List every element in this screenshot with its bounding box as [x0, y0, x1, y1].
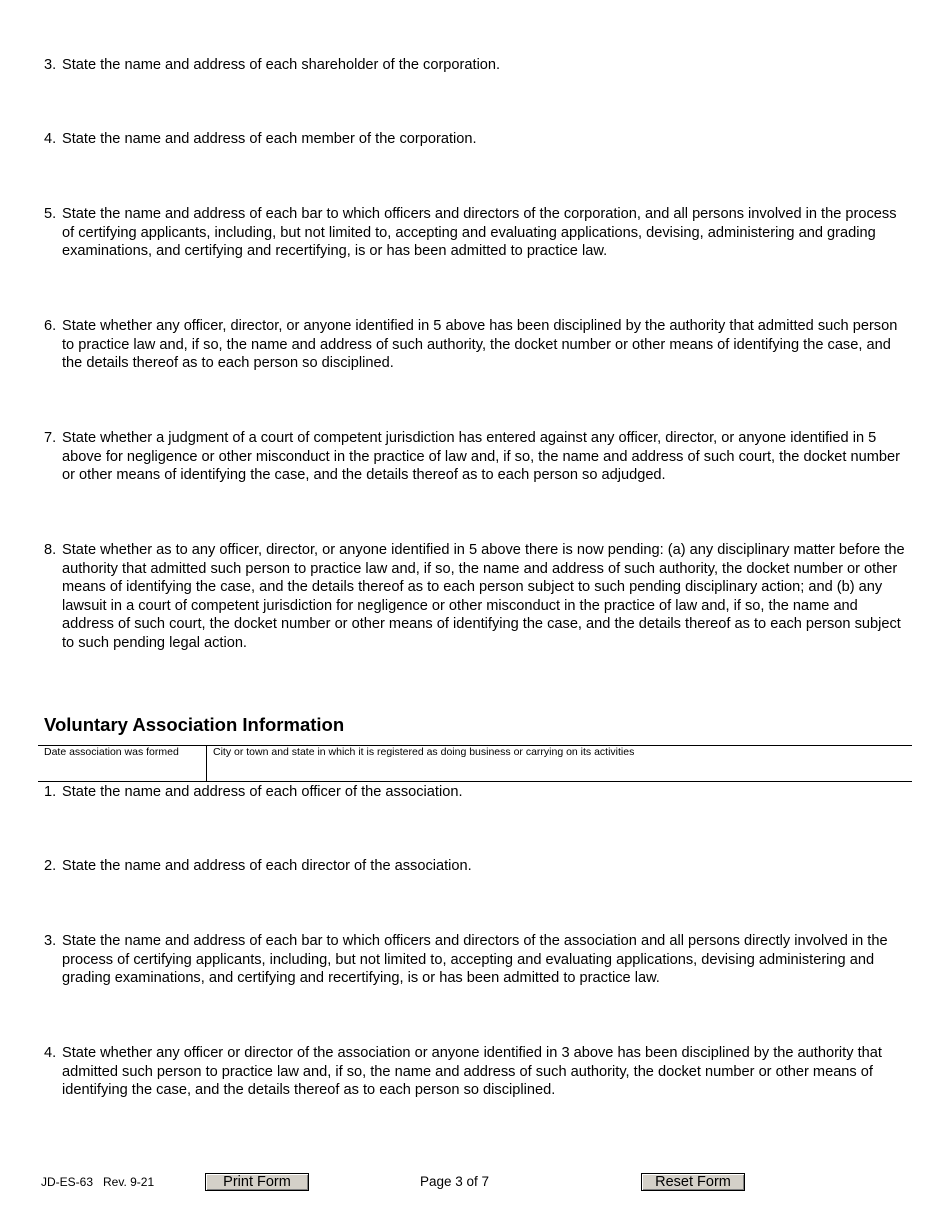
corp-question-5 [44, 205, 910, 261]
page-number: Page 3 of 7 [420, 1174, 490, 1189]
question-number: 3. [44, 57, 57, 73]
date-formed-field[interactable] [38, 746, 206, 781]
association-info-table [38, 745, 912, 782]
city-state-field[interactable] [206, 746, 912, 781]
corp-question-8 [44, 541, 910, 653]
question-text: State the name and address of each officer of the association. [62, 784, 463, 800]
question-number: 3. [44, 933, 57, 949]
corp-question-4 [44, 130, 910, 149]
question-text: State the name and address of each director of the association. [62, 858, 472, 874]
question-text: State whether any officer, director, or anyone identified in 5 above has been disciplined by the authority that admitted such person to practice law and, if so, the name and address of such authority, the docket number or other means of identifying the case, and the details thereof as to each person so disciplined. [62, 318, 898, 372]
form-code: JD-ES-63 Rev. 9-21 [41, 1175, 155, 1189]
reset-form-button[interactable]: Reset Form [641, 1173, 745, 1191]
assoc-question-2 [44, 857, 910, 876]
question-text: State whether a judgment of a court of competent jurisdiction has entered against any officer, director, or anyone identified in 5 above for negligence or other misconduct in the practice of law and, if so, the name and address of such court, the docket number or other means of identifying the case, and the details thereof as to each person so adjudged. [62, 430, 901, 484]
city-state-label: City or town and state in which it is registered as doing business or carrying on its activities [213, 746, 635, 758]
question-number: 8. [44, 542, 57, 558]
question-text: State whether any officer or director of the association or anyone identified in 3 above has been disciplined by the authority that admitted such person to practice law and, if so, the name and address of such authority, the docket number or other means of identifying the case, and the details thereof as to each person so disciplined. [62, 1045, 882, 1099]
question-number: 4. [44, 1045, 57, 1061]
question-text: State the name and address of each shareholder of the corporation. [62, 57, 501, 73]
question-number: 6. [44, 318, 57, 334]
question-text: State the name and address of each bar to which officers and directors of the association and all persons directly involved in the process of certifying applicants, including, but not limited to, accepting and evaluating applications, devising administering and grading examinations, and certifying and recertifying, is or has been admitted to practice law. [62, 933, 888, 987]
assoc-question-4 [44, 1044, 910, 1100]
corp-question-6 [44, 317, 910, 373]
question-text: State the name and address of each bar to which officers and directors of the corporation, and all persons involved in the process of certifying applicants, including, but not limited to, accepting and evaluating applications, devising, administering and grading examinations, and certifying and recertifying, is or has been admitted to practice law. [62, 206, 897, 260]
corp-question-3 [44, 56, 910, 75]
question-number: 4. [44, 131, 57, 147]
question-text: State whether as to any officer, director, or anyone identified in 5 above there is now pending: (a) any disciplinary matter before the authority that admitted such person to practice law and, if so, the name and address of such authority, the docket number or other means of identifying the case, and the details thereof as to each person subject to such pending disciplinary action; and (b) any lawsuit in a court of competent jurisdiction for negligence or other misconduct in the practice of law and, if so, the name and address of such court, the docket number or other means of identifying the case, and the details thereof as to each person subject to such pending legal action. [62, 542, 905, 651]
section-heading: Voluntary Association Information [44, 714, 345, 735]
assoc-question-3 [44, 932, 910, 988]
question-number: 7. [44, 430, 57, 446]
question-number: 2. [44, 858, 57, 874]
corp-question-7 [44, 429, 910, 485]
assoc-question-1 [44, 783, 910, 802]
question-number: 1. [44, 784, 57, 800]
date-formed-label: Date association was formed [44, 746, 179, 758]
question-text: State the name and address of each member of the corporation. [62, 131, 477, 147]
print-form-button[interactable]: Print Form [205, 1173, 309, 1191]
question-number: 5. [44, 206, 57, 222]
